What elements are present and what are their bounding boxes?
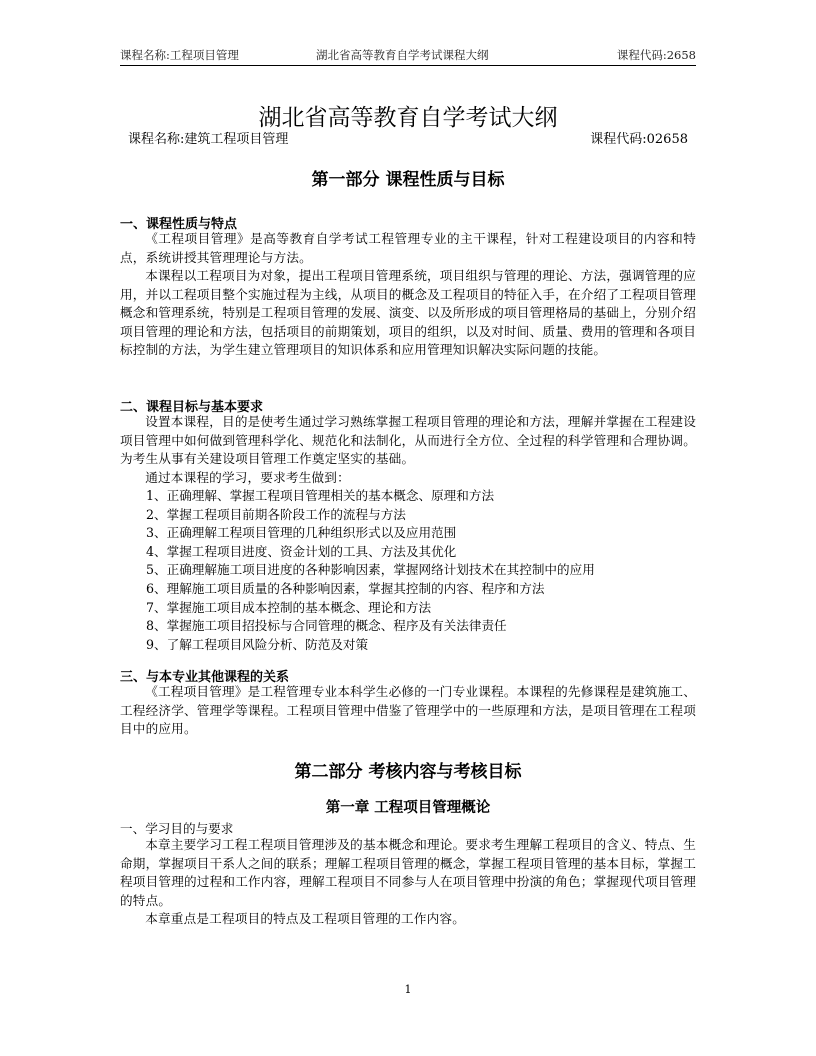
- part2-heading: 第二部分 考核内容与考核目标: [294, 762, 522, 782]
- paragraph: 本章主要学习工程工程项目管理涉及的基本概念和理论。要求考生理解工程项目的含义、特点、生命期，掌握项目干系人之间的联系；理解工程项目管理的概念，掌握工程项目管理的基本目标，掌握工程项目管理的过程和工作内容，理解工程项目不同参与人在项目管理中扮演的角色；掌握现代项目管理的特点。: [120, 837, 696, 908]
- list-item: 5、正确理解施工项目进度的各种影响因素，掌握网络计划技术在其控制中的应用: [146, 562, 595, 578]
- section-heading: 二、课程目标与基本要求: [120, 400, 264, 415]
- list-item: 2、掌握工程项目前期各阶段工作的流程与方法: [146, 506, 406, 522]
- paragraph: 本章重点是工程项目的特点及工程项目管理的工作内容。: [145, 911, 466, 926]
- header-doc-title: 湖北省高等教育自学考试课程大纲: [316, 48, 489, 62]
- paragraph: 设置本课程，目的是使考生通过学习熟练掌握工程项目管理的理论和方法，理解并掌握在工程建设项目管理中如何做到管理科学化、规范化和法制化，从而进行全方位、全过程的科学管理和合理协调。为考生从事有关建设项目管理工作奠定坚实的基础。: [120, 414, 696, 467]
- paragraph: 《工程项目管理》是工程管理专业本科学生必修的一门专业课程。本课程的先修课程是建筑施工、工程经济学、管理学等课程。工程项目管理中借鉴了管理学中的一些原理和方法，是项目管理在工程项目中的应用。: [120, 684, 696, 737]
- header-course-name: 课程名称:工程项目管理: [120, 48, 239, 62]
- requirements-list: [146, 487, 595, 654]
- part1-heading: 第一部分 课程性质与目标: [311, 170, 505, 190]
- chapter-heading: 第一章 工程项目管理概论: [325, 800, 491, 816]
- list-item: 3、正确理解工程项目管理的几种组织形式以及应用范围: [146, 525, 457, 541]
- list-item: 7、掌握施工项目成本控制的基本概念、理论和方法: [146, 599, 432, 615]
- list-item: 4、掌握工程项目进度、资金计划的工具、方法及其优化: [146, 543, 457, 559]
- course-name: 课程名称:建筑工程项目管理: [128, 132, 289, 147]
- page-number: 1: [404, 983, 412, 996]
- header-course-code: 课程代码:2658: [616, 48, 696, 62]
- section-heading: 一、课程性质与特点: [120, 217, 238, 232]
- course-info: [128, 128, 688, 147]
- list-item: 1、正确理解、掌握工程项目管理相关的基本概念、原理和方法: [146, 488, 495, 503]
- list-item: 6、理解施工项目质量的各种影响因素，掌握其控制的内容、程序和方法: [146, 580, 545, 596]
- paragraph: 《工程项目管理》是高等教育自学考试工程管理专业的主干课程，针对工程建设项目的内容和特点，系统讲授其管理理论与方法。: [120, 231, 696, 265]
- paragraph: 通过本课程的学习，要求考生做到：: [145, 470, 350, 485]
- paragraph: 本课程以工程项目为对象，提出工程项目管理系统，项目组织与管理的理论、方法，强调管理的应用，并以工程项目整个实施过程为主线，从项目的概念及工程项目的特征入手，在介绍了工程项目管理概念和管理系统，特别是工程项目管理的发展、演变、以及所形成的项目管理格局的基础上，分别介绍项目管理的理论和方法，包括项目的前期策划，项目的组织，以及对时间、质量、费用的管理和各项目标控制的方法，为学生建立管理项目的知识体系和应用管理知识解决实际问题的技能。: [120, 268, 696, 358]
- section-heading: 三、与本专业其他课程的关系: [120, 670, 290, 685]
- list-item: 8、掌握施工项目招投标与合同管理的概念、程序及有关法律责任: [146, 618, 507, 634]
- document-title: 湖北省高等教育自学考试大纲: [258, 105, 558, 131]
- list-item: 9、了解工程项目风险分析、防范及对策: [146, 636, 369, 652]
- course-code: 课程代码:02658: [590, 132, 688, 147]
- chapter-subheading: 一、学习目的与要求: [120, 821, 234, 836]
- page-header: [120, 47, 696, 66]
